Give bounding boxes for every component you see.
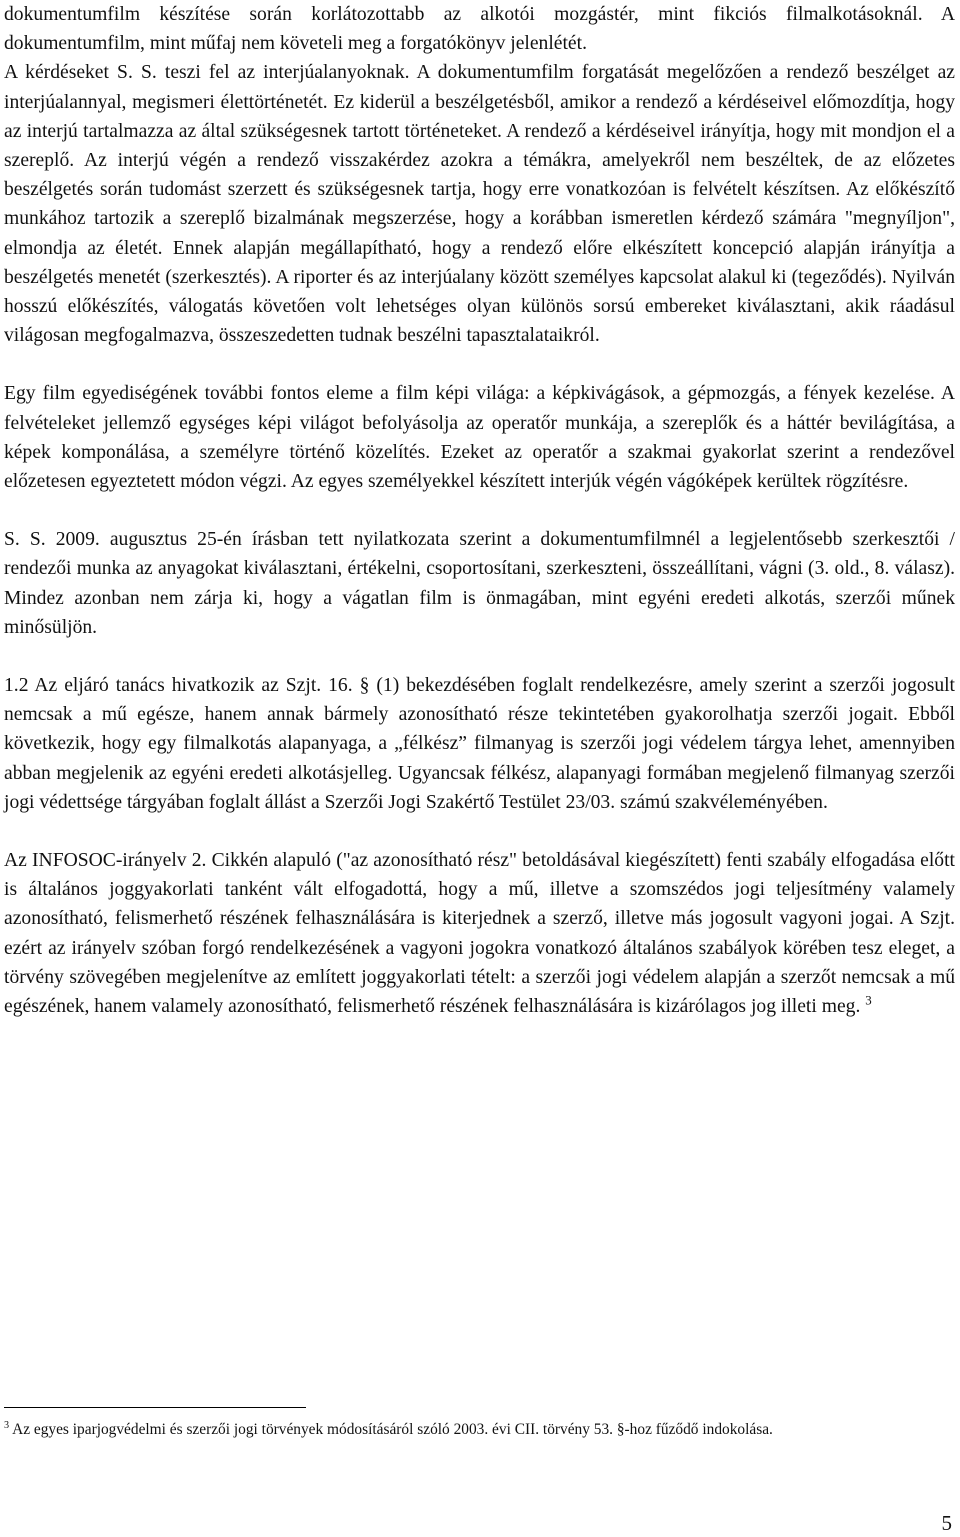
paragraph-gap (4, 817, 955, 846)
paragraph-1: dokumentumfilm készítése során korlátozottabb az alkotói mozgástér, mint fikciós filmalkotásoknál. A dokumentumfilm, mint műfaj nem követeli meg a forgatókönyv jelenlétét. (4, 4, 955, 55)
paragraph-5: 1.2 Az eljáró tanács hivatkozik az Szjt. 16. § (1) bekezdésében foglalt rendelkezésre, amely szerint a szerzői jogosult nemcsak a mű egésze, hanem annak bármely azonosítható része tekintetében gyakorolhatja szerzői jogait. Ebből következik, hogy egy filmalkotás alapanyaga, a „félkész” filmanyag is szerzői jogi védelem tárgya lehet, amennyiben abban megjelenik az egyéni eredeti alkotásjelleg. Ugyancsak félkész, alapanyagi formában megjelenő filmanyag szerzői jogi védettsége tárgyában foglalt állást a Szerzői Jogi Szakértő Testület 23/03. számú szakvéleményében. (4, 675, 955, 813)
paragraph-4: S. S. 2009. augusztus 25-én írásban tett nyilatkozata szerint a dokumentumfilmnél a legjelentősebb szerkesztői / rendezői munka az anyagokat kiválasztani, értékelni, csoportosítani, szerkeszteni, összeállítani, vágni (3. old., 8. válasz). Mindez azonban nem zárja ki, hogy a vágatlan film is önmagában, mint egyéni eredeti alkotás, szerzői műnek minősüljön. (4, 529, 955, 638)
footnote (4, 1418, 955, 1443)
footnote-reference[interactable]: 3 (865, 992, 872, 1008)
footnote-text: Az egyes iparjogvédelmi és szerzői jogi törvények módosításáról szóló 2003. évi CII. törvény 53. §-hoz fűződő indokolása. (12, 1421, 773, 1438)
footnote-marker: 3 (4, 1419, 10, 1431)
paragraph-gap (4, 496, 955, 525)
paragraph-6-text: Az INFOSOC-irányelv 2. Cikkén alapuló ("az azonosítható rész" betoldásával kiegészített) fenti szabály elfogadása előtt is általános joggyakorlati tanként vált elfogadottá, hogy a mű, illetve a szomszédos jogi teljesítmény valamely azonosítható, felismerhető részének felhasználására is kiterjednek a szerző, illetve más jogosult vagyoni jogai. A Szjt. ezért az irányelv szóban forgó rendelkezésének a vagyoni jogokra vonatkozó általános szabályok körében tesz eleget, a törvény szövegében megjelenítve az említett joggyakorlati tételt: a szerzői jogi védelem alapján a szerzőt nemcsak a mű egészének, hanem valamely azonosítható, felismerhető részének felhasználására is kizárólagos jog illeti meg. (4, 850, 955, 1018)
footnote-divider (4, 1407, 306, 1408)
paragraph-gap (4, 642, 955, 671)
paragraph-2: A kérdéseket S. S. teszi fel az interjúalanyoknak. A dokumentumfilm forgatását megelőzően a rendező beszélget az interjúalannyal, megismeri élettörténetét. Ez kiderül a beszélgetésből, amikor a rendező a kérdéseivel előmozdítja, hogy az interjú tartalmazza az által szükségesnek tartott történeteket. A rendező a kérdéseivel irányítja, hogy mit mondjon el a szereplő. Az interjú végén a rendező visszakérdez azokra a témákra, amelyekről nem beszéltek, de az előzetes beszélgetés során tudomást szerzett és szükségesnek tartja, hogy erre vonatkozóan is felvételt készítsen. Az előkészítő munkához tartozik a szereplő bizalmának megszerzése, hogy a korábban ismeretlen kérdező számára "megnyíljon", elmondja az életét. Ennek alapján megállapítható, hogy a rendező előre elkészített koncepció alapján irányítja a beszélgetés menetét (szerkesztés). A riporter és az interjúalany között személyes kapcsolat alakul ki (tegeződés). Nyilván hosszú előkészítés, válogatás követően volt lehetséges olyan különös sorsú embereket kiválasztani, akik ráadásul világosan megfogalmazva, összeszedetten tudnak beszélni tapasztalataikról. (4, 62, 955, 347)
paragraph-gap (4, 350, 955, 379)
page-number: 5 (941, 1511, 952, 1535)
document-page (4, 0, 955, 1021)
paragraph-3: Egy film egyediségének további fontos eleme a film képi világa: a képkivágások, a gépmozgás, a fények kezelése. A felvételeket jellemző egységes képi világot befolyásolja az operatőr munkája, a szereplők és a háttér bevilágítása, a képek komponálása, a személyre történő közelítés. Ezeket az operatőr a szakmai gyakorlat szerint a rendezővel előzetesen egyeztetett módon végzi. Az egyes személyekkel készített interjúk végén vágóképek kerültek rögzítésre. (4, 383, 955, 493)
paragraph-6 (4, 846, 955, 1021)
